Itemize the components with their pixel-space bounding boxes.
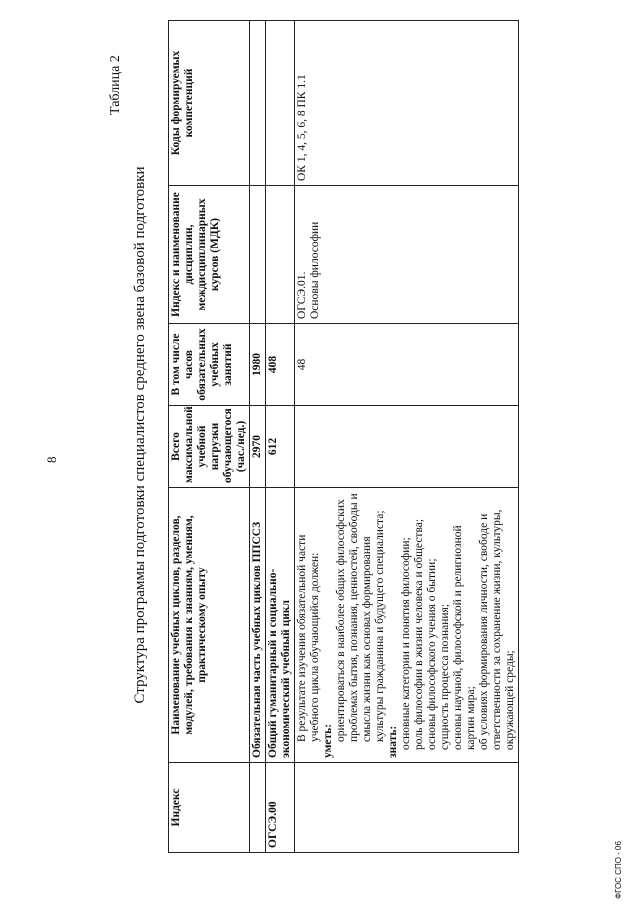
col-header-required: В том числе часов обязательных учебных занятий <box>169 324 250 406</box>
knowledge-item: об условиях формирования личности, свободе и ответственности за сохранение жизни, культуры, окружающей среды; <box>478 509 516 750</box>
cycle-label: Общий гуманитарный и социально-экономический учебный цикл <box>266 488 295 763</box>
curriculum-table <box>168 20 519 853</box>
table-label: Таблица 2 <box>108 55 123 115</box>
knowledge-item: роль философии в жизни человека и общества; <box>413 518 425 750</box>
discipline-required-hours: 48 <box>295 324 519 406</box>
knowledge-heading: знать: <box>387 725 399 758</box>
discipline-requirements <box>295 488 519 763</box>
cycle-index: ОГСЭ.00 <box>266 763 295 853</box>
table-row-total <box>250 21 266 853</box>
total-max-load: 2970 <box>250 406 266 488</box>
col-header-max-load: Всего максимальной учебной нагрузки обучающегося (час./нед.) <box>169 406 250 488</box>
col-header-name: Наименование учебных циклов, разделов, модулей, требования к знаниям, умениям, практическому опыту <box>169 488 250 763</box>
discipline-competencies: ОК 1, 4, 5, 6, 8 ПК 1.1 <box>295 21 519 186</box>
table-caption: Структура программы подготовки специалистов среднего звена базовой подготовки <box>132 166 148 704</box>
skill-item: ориентироваться в наиболее общих философских проблемах бытия, познания, ценностей, свободы и смысла жизни как основах формирования культуры гражданина и будущего специалиста; <box>335 493 386 742</box>
page-number: 8 <box>44 456 59 463</box>
total-label: Обязательная часть учебных циклов ППССЗ <box>250 488 266 763</box>
discipline-name: Основы философии <box>309 221 321 319</box>
total-required: 1980 <box>250 324 266 406</box>
skills-heading: уметь: <box>322 723 334 758</box>
col-header-discipline: Индекс и наименование дисциплин, междисциплинарных курсов (МДК) <box>169 186 250 324</box>
col-header-competencies: Коды формируемых компетенций <box>169 21 250 186</box>
knowledge-item: основы философского учения о бытии; <box>426 558 438 750</box>
col-header-index: Индекс <box>169 763 250 853</box>
knowledge-item: сущность процесса познания; <box>439 603 451 750</box>
knowledge-item: основы научной, философской и религиозной картин мира; <box>452 525 477 750</box>
requirements-intro: В результате изучения обязательной части учебного цикла обучающийся должен: <box>296 534 321 742</box>
table-header-row <box>169 21 250 853</box>
discipline-code: ОГСЭ.01. <box>296 271 308 319</box>
discipline-cell <box>295 186 519 324</box>
table-row-cycle <box>266 21 295 853</box>
knowledge-item: основные категории и понятия философии; <box>400 537 412 750</box>
footer-stamp: ФГОС СПО - 06 <box>614 841 623 899</box>
cycle-max-load: 612 <box>266 406 295 488</box>
cycle-required: 408 <box>266 324 295 406</box>
table-row-discipline <box>295 21 519 853</box>
